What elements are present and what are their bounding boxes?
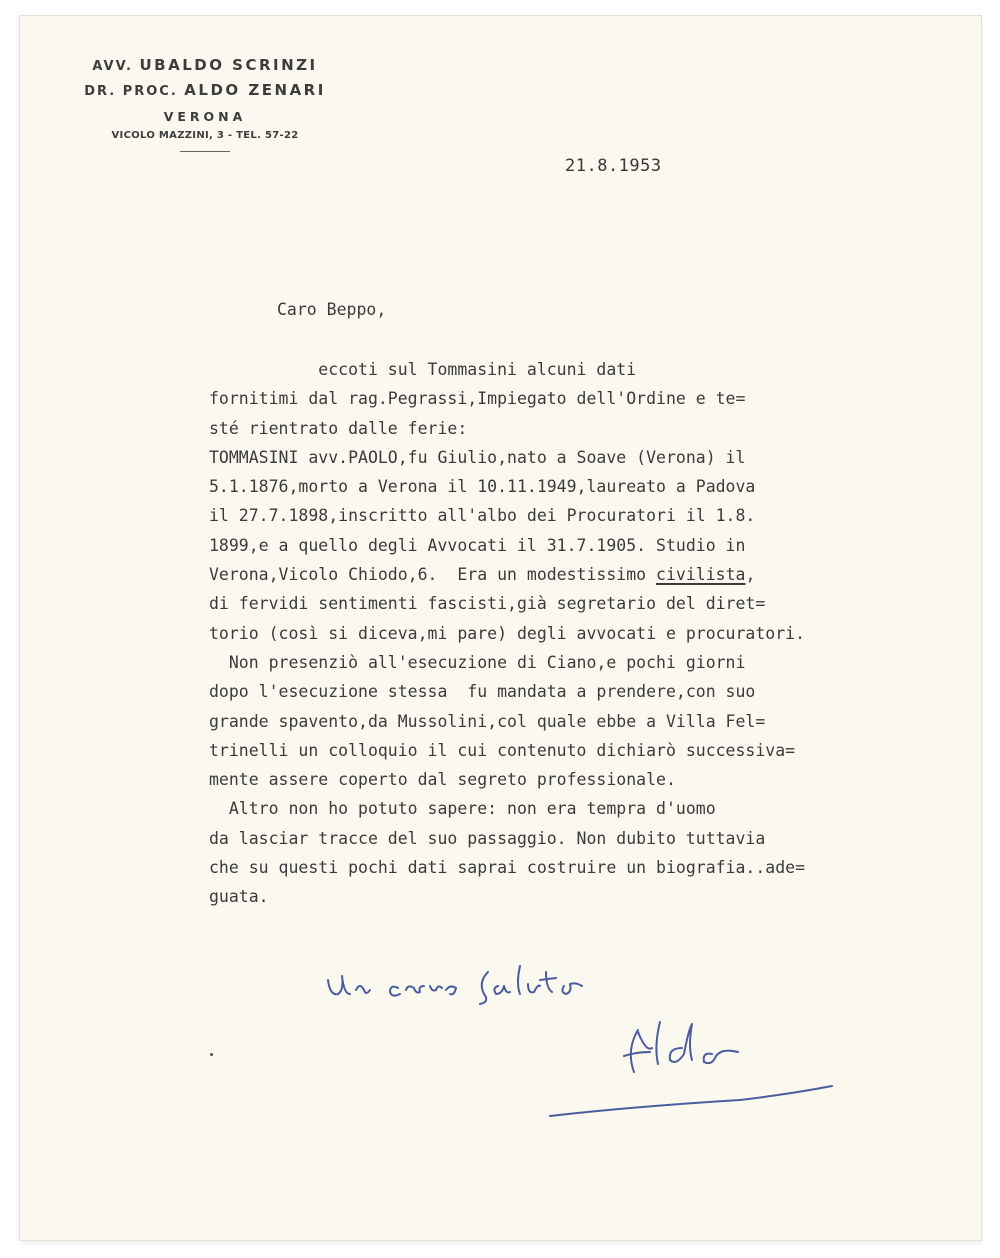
- body-line: dopo l'esecuzione stessa fu mandata a prendere,con suo: [209, 682, 756, 702]
- body-line: fornitimi dal rag.Pegrassi,Impiegato dell'Ordine e te=: [209, 389, 746, 409]
- ink-dot: [210, 1053, 213, 1056]
- handwritten-signature: [320, 960, 860, 1130]
- letterhead-title-proc: DR. PROC.: [84, 84, 178, 99]
- body-line: grande spavento,da Mussolini,col quale ebbe a Villa Fel=: [209, 711, 766, 731]
- body-line: eccoti sul Tommasini alcuni dati: [209, 360, 637, 379]
- body-line: da lasciar tracce del suo passaggio. Non dubito tuttavia: [209, 828, 766, 848]
- trailing-comma: ,: [745, 565, 756, 585]
- letterhead-line-2: [60, 81, 350, 99]
- letterhead-title-avv: AVV.: [92, 59, 133, 74]
- letterhead-line-1: [60, 56, 350, 74]
- letter-body: [209, 355, 899, 912]
- body-line: Altro non ho potuto sapere: non era tempra d'uomo: [209, 799, 716, 819]
- body-line: trinelli un colloquio il cui contenuto dichiarò successiva=: [209, 740, 796, 760]
- body-line-text: Verona,Vicolo Chiodo,6. Era un modestissimo: [209, 565, 657, 585]
- letterhead-rule: [180, 151, 230, 152]
- body-line: sté rientrato dalle ferie:: [209, 418, 468, 438]
- body-line: 5.1.1876,morto a Verona il 10.11.1949,laureato a Padova: [209, 477, 756, 497]
- body-line: il 27.7.1898,inscritto all'albo dei Procuratori il 1.8.: [209, 506, 756, 526]
- body-line: TOMMASINI avv.PAOLO,fu Giulio,nato a Soave (Verona) il: [209, 447, 746, 467]
- salutation: Caro Beppo,: [277, 300, 387, 319]
- body-line: guata.: [209, 887, 269, 907]
- letter-date: 21.8.1953: [565, 156, 662, 176]
- letterhead-name-scrinzi: UBALDO SCRINZI: [139, 56, 318, 74]
- underlined-word: civilista: [656, 565, 746, 585]
- body-line-with-underline: [209, 560, 899, 589]
- body-line: Non presenziò all'esecuzione di Ciano,e pochi giorni: [209, 652, 746, 672]
- body-line: mente assere coperto dal segreto professionale.: [209, 770, 676, 790]
- body-line: che su questi pochi dati saprai costruire un biografia..ade=: [209, 858, 806, 878]
- letterhead-name-zenari: ALDO ZENARI: [184, 81, 326, 99]
- body-line: di fervidi sentimenti fascisti,già segretario del diret=: [209, 594, 766, 614]
- body-line: torio (così si diceva,mi pare) degli avvocati e procuratori.: [209, 623, 806, 643]
- body-line: 1899,e a quello degli Avvocati il 31.7.1905. Studio in: [209, 535, 746, 555]
- letterhead: [60, 56, 350, 152]
- letterhead-city: VERONA: [163, 109, 247, 124]
- letterhead-address: VICOLO MAZZINI, 3 - TEL. 57-22: [111, 130, 299, 141]
